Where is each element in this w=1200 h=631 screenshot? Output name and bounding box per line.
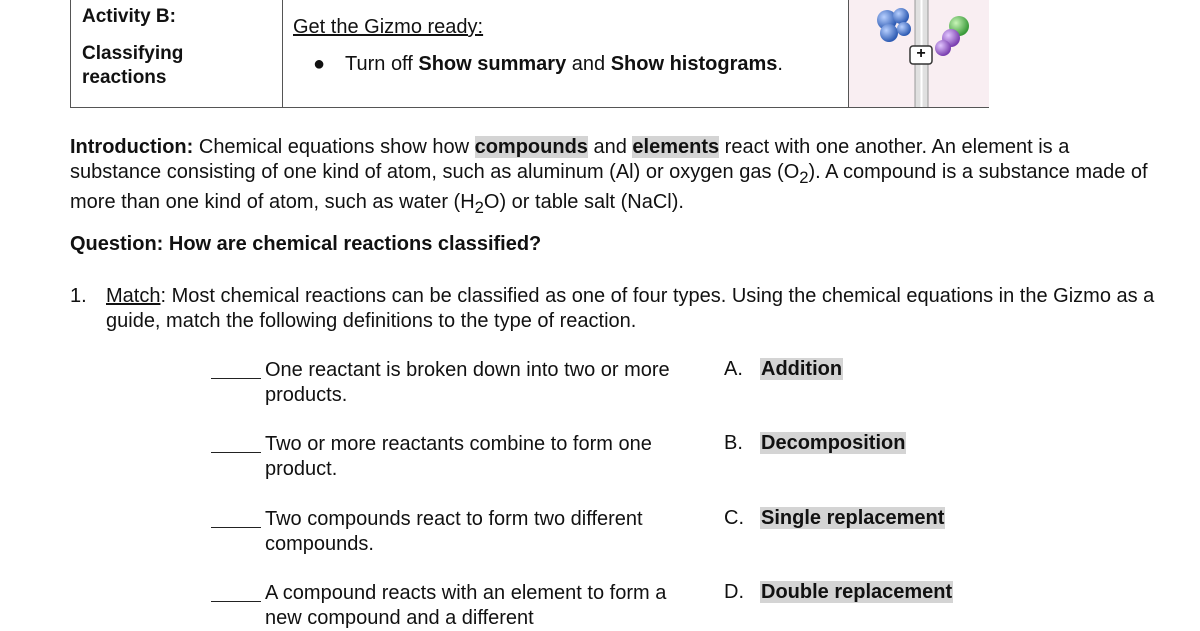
question-number: 1. <box>70 285 87 307</box>
activity-title-line2: reactions <box>82 67 167 88</box>
gizmo-thumbnail <box>849 0 989 107</box>
option-c-letter: C. <box>724 507 744 529</box>
elements-term[interactable]: elements <box>632 136 720 158</box>
oxygen-subscript: 2 <box>799 168 809 187</box>
show-summary-label: Show summary <box>418 53 567 75</box>
definition-text-2: Two or more reactants combine to form one product. <box>265 433 652 480</box>
definition-text-3: Two compounds react to form two different compounds. <box>265 508 643 555</box>
option-a <box>724 358 843 381</box>
bullet-icon: ● <box>313 53 326 75</box>
definition-row-4 <box>0 581 1200 631</box>
intro-text-4: ). A compound is a substance made of more than one kind of atom, such as water (H <box>70 161 1148 213</box>
answer-blank-1[interactable] <box>211 366 261 379</box>
option-c-name[interactable]: Single replacement <box>761 507 945 529</box>
option-d-letter: D. <box>724 581 744 603</box>
intro-text-5: O) or table salt (NaCl). <box>483 191 684 213</box>
answer-blank-2[interactable] <box>211 440 261 453</box>
activity-title <box>82 42 183 90</box>
definition-row-3 <box>0 507 1200 567</box>
option-c <box>724 507 945 530</box>
option-b <box>724 432 906 455</box>
question-1-text <box>106 284 1166 334</box>
question-heading: Question: How are chemical reactions classified? <box>70 233 542 255</box>
show-histograms-label: Show histograms <box>610 53 778 75</box>
definition-text-4: A compound reacts with an element to form a new compound and a different <box>265 582 667 629</box>
intro-text-2: and <box>587 136 633 158</box>
option-a-name[interactable]: Addition <box>761 358 843 380</box>
bullet-mid: and <box>566 53 611 75</box>
activity-title-line1: Classifying <box>82 43 184 64</box>
instructions-cell <box>283 0 849 107</box>
intro-label: Introduction: <box>70 136 194 158</box>
gizmo-ready-heading: Get the Gizmo ready: <box>293 16 484 38</box>
activity-label: Activity B: <box>82 6 176 27</box>
option-b-letter: B. <box>724 432 743 454</box>
match-label: Match <box>106 285 161 307</box>
option-d-name[interactable]: Double replacement <box>761 581 953 603</box>
bullet-pre: Turn off <box>345 53 419 75</box>
option-d <box>724 581 953 604</box>
option-b-name[interactable]: Decomposition <box>761 432 906 454</box>
intro-text-1: Chemical equations show how <box>193 136 475 158</box>
intro-text-3: react with one another. An element is a substance consisting of one kind of atom, such as aluminum (Al) or oxygen gas (O <box>70 136 1070 183</box>
answer-blank-3[interactable] <box>211 515 261 528</box>
gizmo-ready-text: Get the Gizmo ready <box>293 16 478 38</box>
answer-blank-4[interactable] <box>211 589 261 602</box>
bullet-post: . <box>777 53 783 75</box>
header-table <box>70 0 989 108</box>
definition-text-1: One reactant is broken down into two or more products. <box>265 359 670 406</box>
option-a-letter: A. <box>724 358 743 380</box>
question-1-body: : Most chemical reactions can be classified as one of four types. Using the chemical equations in the Gizmo as a guide, match the following definitions to the type of reaction. <box>106 285 1155 332</box>
bullet-text <box>345 53 783 76</box>
definition-row-1 <box>0 358 1200 418</box>
activity-cell <box>71 0 283 107</box>
water-subscript: 2 <box>474 198 484 217</box>
plus-button[interactable]: + <box>916 45 926 62</box>
compounds-term[interactable]: compounds <box>474 136 588 158</box>
introduction-paragraph <box>70 135 1150 220</box>
definition-row-2 <box>0 432 1200 492</box>
